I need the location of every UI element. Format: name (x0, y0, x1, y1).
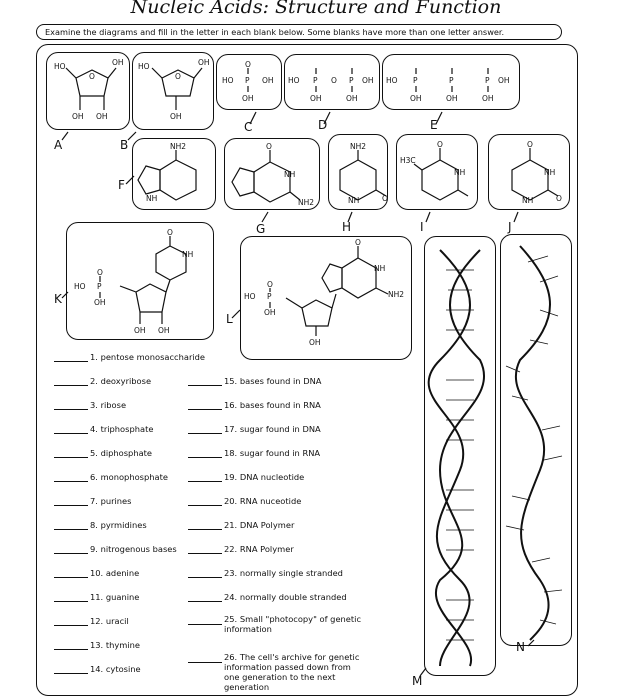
chem-label: P (413, 76, 418, 85)
answer-blank[interactable] (188, 593, 222, 602)
diagram-label-g: G (256, 222, 266, 236)
chem-label: P (449, 76, 454, 85)
dna-helix (429, 250, 484, 666)
chem-label: OH (158, 326, 170, 335)
chem-label: P (97, 282, 102, 291)
chem-label: OH (242, 94, 254, 103)
chem-label: OH (262, 76, 274, 85)
question-item: 26. The cell's archive for genetic information passed down from one generation to the next generation (188, 652, 364, 692)
answer-blank[interactable] (188, 569, 222, 578)
chem-label: OH (72, 112, 84, 121)
answer-blank[interactable] (188, 497, 222, 506)
diagram-label-m: M (412, 674, 423, 688)
answer-blank[interactable] (54, 569, 88, 578)
chem-label: NH (522, 196, 534, 205)
answer-blank[interactable] (54, 497, 88, 506)
chem-label: NH (454, 168, 466, 177)
diagram-label-c: C (244, 120, 253, 134)
rna-strand (516, 246, 550, 640)
chem-label: OH (112, 58, 124, 67)
answer-blank[interactable] (54, 665, 88, 674)
question-item: 23. normally single stranded (188, 568, 343, 578)
chem-label: O (267, 280, 273, 289)
answer-blank[interactable] (188, 616, 222, 625)
question-item: 7. purines (54, 496, 132, 506)
chem-label: HO (244, 292, 256, 301)
answer-blank[interactable] (54, 401, 88, 410)
uracil-ring (512, 160, 548, 200)
chem-label: OH (198, 58, 210, 67)
chem-label: NH (374, 264, 386, 273)
chem-label: OH (482, 94, 494, 103)
chem-label: O (245, 60, 251, 69)
question-item: 22. RNA Polymer (188, 544, 294, 554)
question-item: 25. Small "photocopy" of genetic information (188, 614, 364, 634)
chem-label: O (527, 140, 533, 149)
chem-label: O (89, 72, 95, 81)
diagram-label-a: A (54, 138, 63, 152)
chem-label: OH (170, 112, 182, 121)
answer-blank[interactable] (54, 521, 88, 530)
chem-label: O (556, 194, 562, 203)
question-item: 20. RNA nuceotide (188, 496, 301, 506)
question-item: 1. pentose monosaccharide (54, 352, 205, 362)
answer-blank[interactable] (54, 617, 88, 626)
answer-blank[interactable] (188, 654, 222, 663)
chem-label: OH (134, 326, 146, 335)
chem-label: OH (346, 94, 358, 103)
chem-label: O (355, 238, 361, 247)
chem-label: O (331, 76, 337, 85)
chem-label: O (167, 228, 173, 237)
chem-label: H3C (400, 156, 416, 165)
chem-label: O (266, 142, 272, 151)
chem-label: OH (362, 76, 374, 85)
chem-label: P (349, 76, 354, 85)
question-item: 6. monophosphate (54, 472, 168, 482)
answer-blank[interactable] (188, 545, 222, 554)
question-item: 12. uracil (54, 616, 129, 626)
answer-blank[interactable] (188, 425, 222, 434)
diagram-label-k: K (54, 292, 62, 306)
cytosine-ring (340, 160, 376, 200)
diagram-label-l: L (226, 312, 233, 326)
chem-label: NH (146, 194, 158, 203)
chem-label: OH (96, 112, 108, 121)
rna-bases (506, 256, 562, 624)
chem-label: OH (264, 308, 276, 317)
chem-label: OH (498, 76, 510, 85)
question-item: 17. sugar found in DNA (188, 424, 321, 434)
dna-base-pairs (446, 270, 474, 640)
question-item: 9. nitrogenous bases (54, 544, 177, 554)
chem-label: NH2 (388, 290, 405, 299)
chem-label: P (313, 76, 318, 85)
page-title: Nucleic Acids: Structure and Function (130, 0, 502, 18)
chem-label: O (97, 268, 103, 277)
thymine-ring (422, 160, 458, 200)
question-item: 19. DNA nucleotide (188, 472, 304, 482)
instructions: Examine the diagrams and fill in the letter in each blank below. Some blanks have more than one letter answer. (36, 24, 562, 40)
question-item: 11. guanine (54, 592, 139, 602)
chem-label: HO (288, 76, 300, 85)
diagram-label-f: F (118, 178, 125, 192)
deoxyribose-ring-l (302, 300, 332, 326)
ribose-ring-k (136, 284, 166, 312)
chem-label: OH (94, 298, 106, 307)
chem-label: P (267, 292, 272, 301)
chem-label: HO (222, 76, 234, 85)
chem-label: HO (138, 62, 150, 71)
chem-label: NH (348, 196, 360, 205)
answer-blank[interactable] (188, 377, 222, 386)
question-item: 4. triphosphate (54, 424, 153, 434)
adenine-ring (160, 160, 196, 200)
answer-blank[interactable] (54, 593, 88, 602)
guanine-ring-l (342, 258, 376, 298)
answer-blank[interactable] (54, 641, 88, 650)
question-item: 10. adenine (54, 568, 139, 578)
chem-label: P (245, 76, 250, 85)
answer-blank[interactable] (188, 521, 222, 530)
diagram-label-h: H (342, 220, 352, 234)
question-item: 18. sugar found in RNA (188, 448, 320, 458)
question-item: 2. deoxyribose (54, 376, 151, 386)
question-item: 5. diphosphate (54, 448, 152, 458)
chem-label: OH (310, 94, 322, 103)
diagram-label-d: D (318, 118, 328, 132)
question-item: 21. DNA Polymer (188, 520, 294, 530)
chem-label: OH (309, 338, 321, 347)
answer-blank[interactable] (54, 449, 88, 458)
answer-blank[interactable] (54, 473, 88, 482)
diagram-label-n: N (516, 640, 525, 654)
chem-label: OH (446, 94, 458, 103)
chem-label: HO (386, 76, 398, 85)
diagram-label-b: B (120, 138, 129, 152)
question-item: 15. bases found in DNA (188, 376, 321, 386)
answer-blank[interactable] (54, 545, 88, 554)
chem-label: HO (74, 282, 86, 291)
chem-label: HO (54, 62, 66, 71)
question-item: 13. thymine (54, 640, 140, 650)
question-item: 24. normally double stranded (188, 592, 347, 602)
answer-blank[interactable] (54, 377, 88, 386)
diagram-label-j: J (508, 220, 512, 234)
chem-label: O (437, 140, 443, 149)
guanine-ring (254, 162, 290, 202)
chem-label: NH2 (170, 142, 187, 151)
answer-blank[interactable] (54, 425, 88, 434)
chem-label: NH2 (298, 198, 315, 207)
chem-label: O (382, 194, 388, 203)
chem-label: OH (410, 94, 422, 103)
answer-blank[interactable] (188, 449, 222, 458)
answer-blank[interactable] (188, 401, 222, 410)
chem-label: P (485, 76, 490, 85)
chem-label: NH (182, 250, 194, 259)
chem-label: NH (284, 170, 296, 179)
chem-label: NH (544, 168, 556, 177)
chem-label: NH2 (350, 142, 367, 151)
diagram-label-i: I (420, 220, 424, 234)
question-item: 8. pyrmidines (54, 520, 147, 530)
diagram-label-e: E (430, 118, 438, 132)
answer-blank[interactable] (54, 353, 88, 362)
question-item: 16. bases found in RNA (188, 400, 321, 410)
answer-blank[interactable] (188, 473, 222, 482)
question-item: 14. cytosine (54, 664, 141, 674)
question-item: 3. ribose (54, 400, 126, 410)
chem-label: O (175, 72, 181, 81)
